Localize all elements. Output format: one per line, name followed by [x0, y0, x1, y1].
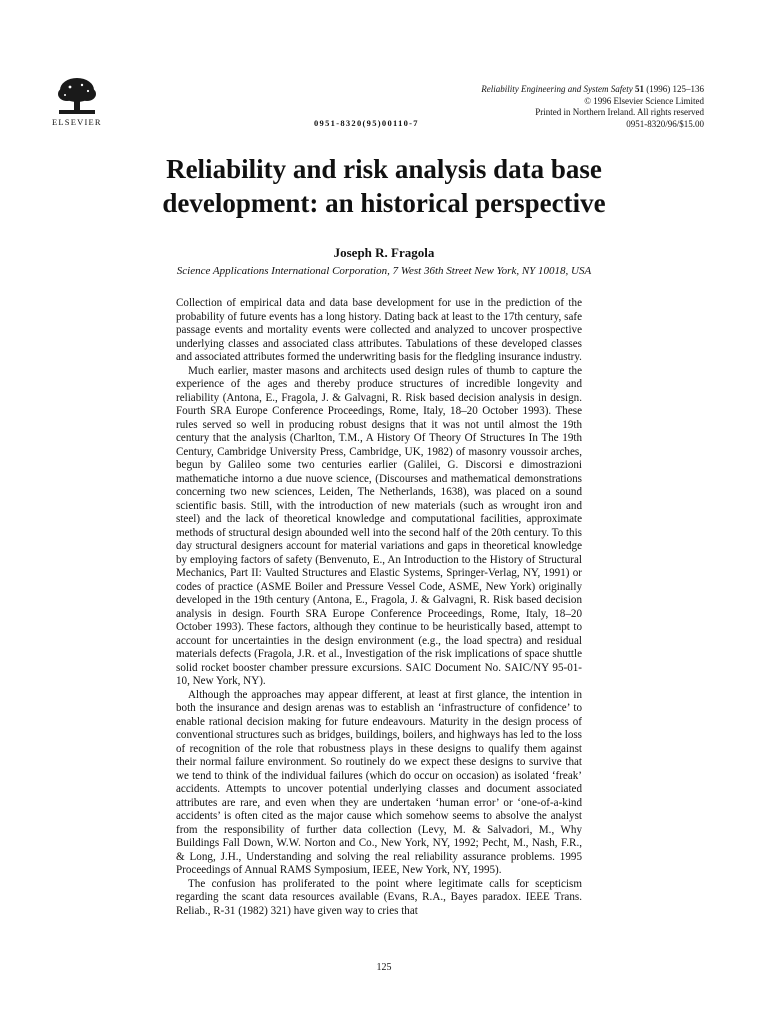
journal-name: Reliability Engineering and System Safety	[481, 84, 633, 94]
copyright-line: © 1996 Elsevier Science Limited	[584, 95, 704, 106]
author-affiliation: Science Applications International Corporation, 7 West 36th Street New York, NY 10018, USA	[176, 265, 592, 277]
printed-line: Printed in Northern Ireland. All rights reserved	[535, 107, 704, 118]
price-code: 0951-8320/96/$15.00	[626, 118, 704, 129]
title-line-2: development: an historical perspective	[162, 188, 606, 218]
body-paragraph-1: Collection of empirical data and data base development for use in the prediction of the probability of future events has a long history. Dating back at least to the 17th century, safe passage events and mortality events were collected and analyzed to uncover prospective underlying classes and associated class attributes. Tabulations of these developed classes and associated attributes formed the underwriting basis for the fledgling insurance industry.	[176, 297, 582, 363]
elsevier-tree-icon	[55, 76, 99, 116]
article-title	[0, 152, 768, 220]
page-number: 125	[376, 962, 392, 973]
journal-year-pages: (1996) 125–136	[646, 84, 704, 94]
author-name: Joseph R. Fragola	[333, 245, 435, 260]
publisher-logo	[52, 76, 108, 127]
article-body	[176, 297, 582, 918]
journal-info	[481, 84, 704, 130]
publisher-name: ELSEVIER	[52, 117, 102, 127]
journal-volume: 51	[635, 84, 644, 94]
title-line-1: Reliability and risk analysis data base	[166, 154, 602, 184]
body-paragraph-4: The confusion has proliferated to the point where legitimate calls for scepticism regarding the scant data resources available (Evans, R.A., Bayes paradox. IEEE Trans. Reliab., R-31 (1982) 321) have given way to cries that	[176, 877, 582, 917]
body-paragraph-3: Although the approaches may appear different, at least at first glance, the intention in both the insurance and design arenas was to establish an ‘infrastructure of confidence’ to enable rational decision making for future endeavours. Maturity in the design process of conventional structures such as bridges, buildings, boilers, and highways has led to the loss of recognition of the role that robustness plays in these designs to qualify them against their normal failure environment. So routinely do we expect these designs to survive that we tend to think of the individual failures (which do occur on occasion) as isolated ‘freak’ accidents. Attempts to uncover potential underlying classes and document associated attributes are rare, and even when they are undertaken ‘human error’ or ‘one-of-a-kind accidents’ is often cited as the major cause which somehow seems to absolve the analyst from the responsibility of further data collection (Levy, M. & Salvadori, M., Why Buildings Fall Down, W.W. Norton and Co., New York, NY, 1992; Pecht, M., Nash, F.R., & Long, J.H., Understanding and solving the real reliability assurance problems. 1995 Proceedings of Annual RAMS Symposium, IEEE, New York, NY, 1995).	[176, 688, 582, 876]
article-code: 0951-8320(95)00110-7	[314, 118, 419, 128]
journal-citation	[481, 84, 704, 96]
body-paragraph-2: Much earlier, master masons and architects used design rules of thumb to capture the experience of the ages and thereby produce structures of incredible longevity and reliability (Antona, E., Fragola, J. & Galvagni, R. Risk based decision analysis in design. Fourth SRA Europe Conference Proceedings, Rome, Italy, 18–20 October 1993). These rules served so well in producing robust designs that it was not until almost the 19th century that the analysis (Charlton, T.M., A History Of Theory Of Structures In The 19th Century, Cambridge University Press, Cambridge, UK, 1982) of masonry voussoir arches, begun by Galileo some two centuries earlier (Galilei, G. Discorsi e dimostrazioni mathematiche intorno a due nuove science, (Discourses and mathematical demonstrations concerning two new sciences, Leiden, The Netherlands, 1638), was placed on a sound scientific basis. Still, with the introduction of new materials (such as wrought iron and steel) and the lack of theoretical knowledge and computational facilities, approximate methods of structural design abounded well into the second half of the 20th century. To this day structural designers account for material variations and gaps in theoretical knowledge by employing factors of safety (Benvenuto, E., An Introduction to the History of Structural Mechanics, Part II: Vaulted Structures and Elastic Systems, Springer-Verlag, NY, 1991) or codes of practice (ASME Boiler and Pressure Vessel Code, ASME, New York) originally developed in the 19th century (Antona, E., Fragola, J. & Galvagni, R. Risk based decision analysis in design. Fourth SRA Europe Conference Proceedings, Rome, Italy, 18–20 October 1993). These factors, although they continue to be heuristically based, attempt to account for uncertainties in the design environment (e.g., the load spectra) and residual materials defects (Fragola, J.R. et al., Investigation of the risk implications of space shuttle solid rocket booster chamber pressure excursions. SAIC Document No. SAIC/NY 95-01-10, New York, NY).	[176, 364, 582, 687]
